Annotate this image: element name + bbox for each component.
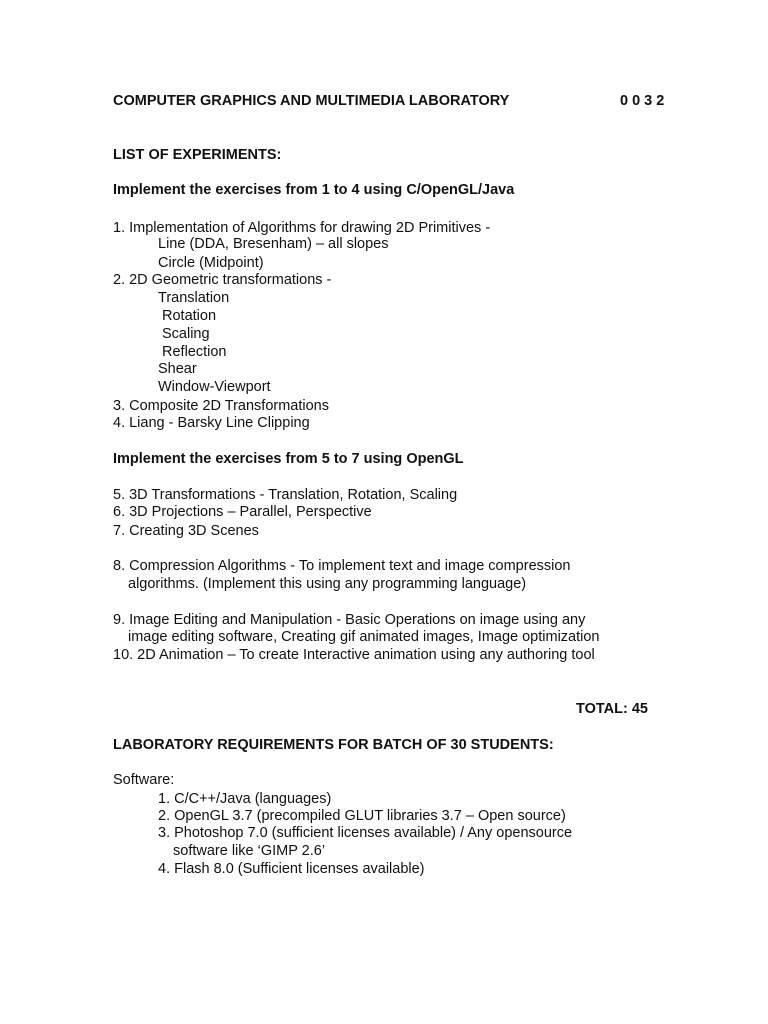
requirements-heading: LABORATORY REQUIREMENTS FOR BATCH OF 30 STUDENTS: — [113, 737, 554, 753]
list-item: 3. Composite 2D Transformations — [113, 398, 329, 414]
list-item: 4. Flash 8.0 (Sufficient licenses available) — [158, 861, 425, 877]
list-item: 2. 2D Geometric transformations - — [113, 272, 332, 288]
list-item: 2. OpenGL 3.7 (precompiled GLUT libraries 3.7 – Open source) — [158, 808, 566, 824]
course-credits: 0 0 3 2 — [620, 93, 665, 109]
course-title: COMPUTER GRAPHICS AND MULTIMEDIA LABORATORY — [113, 93, 510, 109]
list-item: Shear — [158, 361, 197, 377]
experiments-heading: LIST OF EXPERIMENTS: — [113, 147, 282, 163]
software-label: Software: — [113, 772, 175, 788]
list-item: software like ‘GIMP 2.6’ — [173, 843, 326, 859]
list-item: 4. Liang - Barsky Line Clipping — [113, 415, 310, 431]
total-hours: TOTAL: 45 — [576, 701, 648, 717]
list-item: Line (DDA, Bresenham) – all slopes — [158, 236, 389, 252]
list-item: 1. Implementation of Algorithms for drawing 2D Primitives - — [113, 220, 491, 236]
list-item: Translation — [158, 290, 230, 306]
list-item: 7. Creating 3D Scenes — [113, 523, 259, 539]
list-item: 9. Image Editing and Manipulation - Basic Operations on image using any — [113, 612, 586, 628]
list-item: Window-Viewport — [158, 379, 271, 395]
list-item: 8. Compression Algorithms - To implement text and image compression — [113, 558, 571, 574]
section2-heading: Implement the exercises from 5 to 7 using OpenGL — [113, 451, 464, 467]
list-item: 10. 2D Animation – To create Interactive animation using any authoring tool — [113, 647, 595, 663]
list-item: image editing software, Creating gif animated images, Image optimization — [128, 629, 600, 645]
list-item: 6. 3D Projections – Parallel, Perspective — [113, 504, 372, 520]
list-item: Rotation — [162, 308, 217, 324]
list-item: Reflection — [162, 344, 227, 360]
section1-heading: Implement the exercises from 1 to 4 using C/OpenGL/Java — [113, 182, 515, 198]
list-item: algorithms. (Implement this using any programming language) — [128, 576, 527, 592]
list-item: 3. Photoshop 7.0 (sufficient licenses available) / Any opensource — [158, 825, 573, 841]
list-item: 5. 3D Transformations - Translation, Rotation, Scaling — [113, 487, 458, 503]
list-item: 1. C/C++/Java (languages) — [158, 791, 332, 807]
list-item: Circle (Midpoint) — [158, 255, 264, 271]
list-item: Scaling — [162, 326, 210, 342]
